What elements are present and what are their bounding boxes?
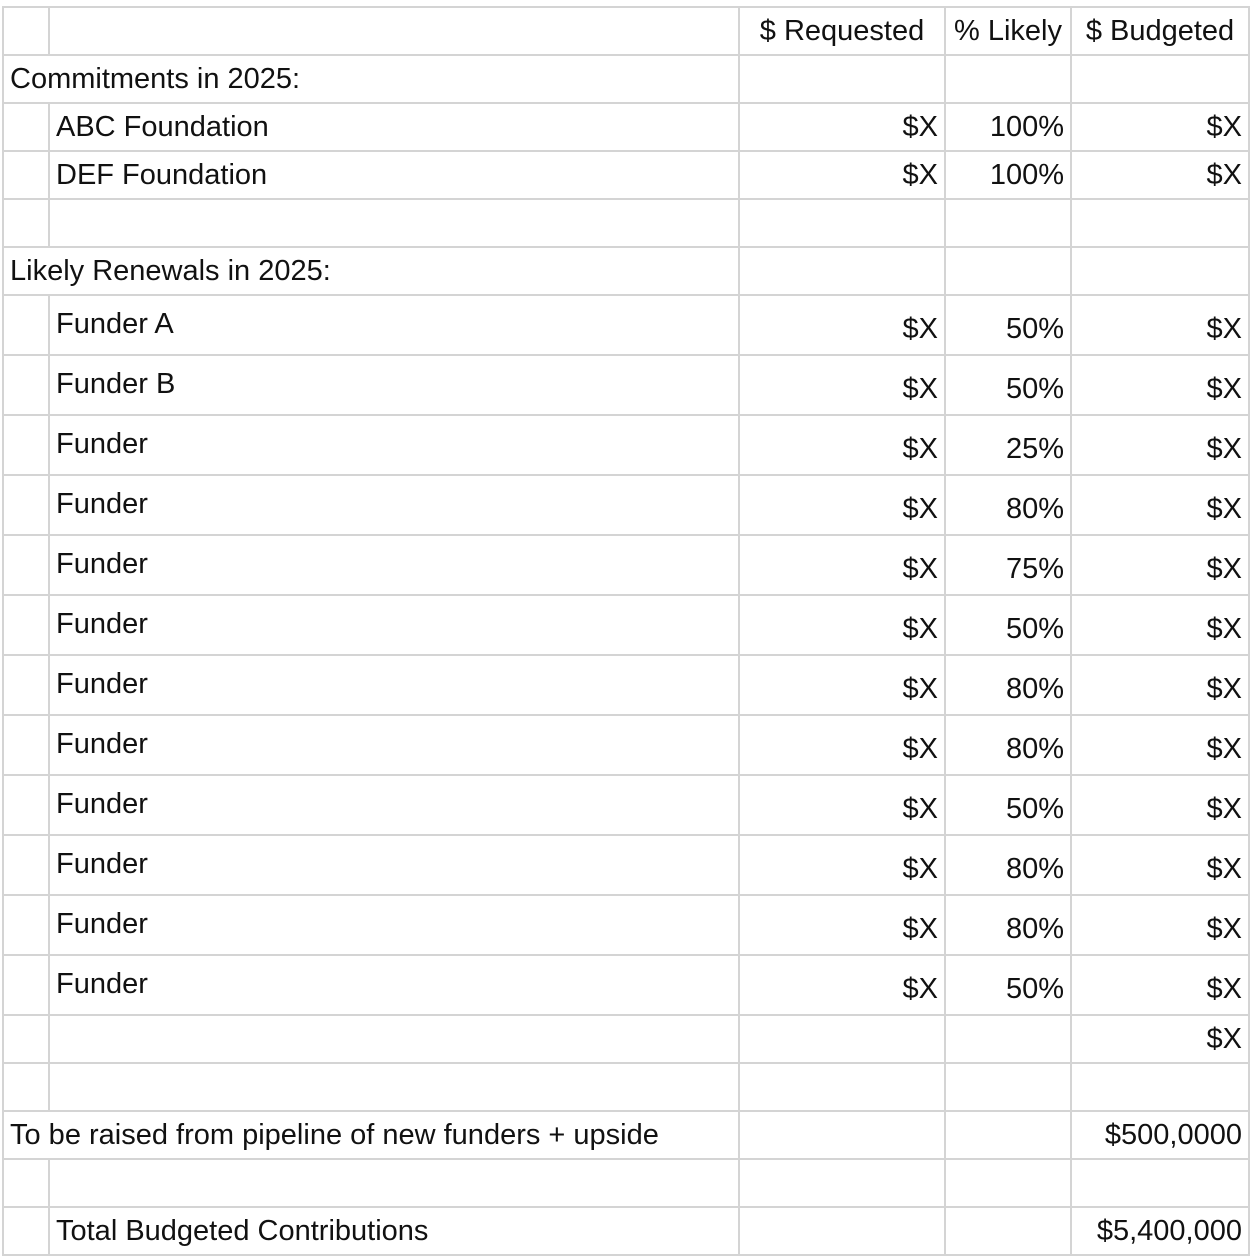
funder-name[interactable]: Funder xyxy=(49,955,739,1015)
requested-value[interactable]: $X xyxy=(739,475,945,535)
requested-value[interactable]: $X xyxy=(739,835,945,895)
funder-name[interactable]: Funder xyxy=(49,775,739,835)
cell[interactable] xyxy=(3,1063,49,1111)
cell[interactable] xyxy=(3,295,49,355)
budget-spreadsheet xyxy=(2,6,1250,1256)
cell[interactable] xyxy=(1071,1063,1249,1111)
budgeted-value[interactable]: $X xyxy=(1071,103,1249,151)
blank-row xyxy=(3,1063,1249,1111)
funder-name[interactable]: ABC Foundation xyxy=(49,103,739,151)
budgeted-value[interactable]: $X xyxy=(1071,415,1249,475)
section-row-commitments xyxy=(3,55,1249,103)
funder-name[interactable]: Funder xyxy=(49,475,739,535)
cell[interactable] xyxy=(3,151,49,199)
cell[interactable] xyxy=(49,1063,739,1111)
cell[interactable] xyxy=(945,1111,1071,1159)
likely-percent[interactable]: 50% xyxy=(945,595,1071,655)
requested-value[interactable]: $X xyxy=(739,355,945,415)
likely-percent[interactable]: 75% xyxy=(945,535,1071,595)
cell[interactable] xyxy=(3,415,49,475)
commitments-row xyxy=(3,103,1249,151)
renewals-row xyxy=(3,955,1249,1015)
funder-name[interactable]: Funder xyxy=(49,835,739,895)
renewals-subtotal-value[interactable]: $X xyxy=(1071,1015,1249,1063)
total-row xyxy=(3,1207,1249,1255)
requested-value[interactable]: $X xyxy=(739,535,945,595)
funder-name[interactable]: Funder B xyxy=(49,355,739,415)
cell[interactable] xyxy=(3,715,49,775)
column-header-likely[interactable]: % Likely xyxy=(945,7,1071,55)
requested-value[interactable]: $X xyxy=(739,775,945,835)
cell[interactable] xyxy=(739,247,945,295)
likely-percent[interactable]: 50% xyxy=(945,955,1071,1015)
cell[interactable] xyxy=(739,1159,945,1207)
renewals-row xyxy=(3,355,1249,415)
cell[interactable] xyxy=(49,199,739,247)
cell[interactable] xyxy=(739,55,945,103)
cell[interactable] xyxy=(3,355,49,415)
renewals-row xyxy=(3,595,1249,655)
cell[interactable] xyxy=(3,595,49,655)
cell[interactable] xyxy=(49,7,739,55)
cell[interactable] xyxy=(945,1063,1071,1111)
budgeted-value[interactable]: $X xyxy=(1071,955,1249,1015)
commitments-row xyxy=(3,151,1249,199)
renewals-row xyxy=(3,655,1249,715)
budgeted-value[interactable]: $X xyxy=(1071,835,1249,895)
likely-percent[interactable]: 80% xyxy=(945,835,1071,895)
renewals-row xyxy=(3,775,1249,835)
cell[interactable] xyxy=(739,1207,945,1255)
section-title-commitments[interactable]: Commitments in 2025: xyxy=(3,55,739,103)
budgeted-value[interactable]: $X xyxy=(1071,535,1249,595)
requested-value[interactable]: $X xyxy=(739,151,945,199)
cell[interactable] xyxy=(739,199,945,247)
budgeted-value[interactable]: $X xyxy=(1071,295,1249,355)
cell[interactable] xyxy=(945,55,1071,103)
cell[interactable] xyxy=(3,895,49,955)
renewals-row xyxy=(3,535,1249,595)
pipeline-row xyxy=(3,1111,1249,1159)
cell[interactable] xyxy=(739,1111,945,1159)
requested-value[interactable]: $X xyxy=(739,103,945,151)
budgeted-value[interactable]: $X xyxy=(1071,895,1249,955)
cell[interactable] xyxy=(739,1015,945,1063)
budgeted-value[interactable]: $X xyxy=(1071,475,1249,535)
funder-name[interactable]: Funder xyxy=(49,535,739,595)
cell[interactable] xyxy=(49,1159,739,1207)
pipeline-label[interactable]: To be raised from pipeline of new funders + upside xyxy=(3,1111,739,1159)
cell[interactable] xyxy=(3,199,49,247)
cell[interactable] xyxy=(1071,55,1249,103)
cell[interactable] xyxy=(3,103,49,151)
budgeted-value[interactable]: $X xyxy=(1071,151,1249,199)
likely-percent[interactable]: 80% xyxy=(945,655,1071,715)
renewals-row xyxy=(3,475,1249,535)
funder-name[interactable]: Funder xyxy=(49,415,739,475)
cell[interactable] xyxy=(945,247,1071,295)
cell[interactable] xyxy=(1071,247,1249,295)
column-header-requested[interactable]: $ Requested xyxy=(739,7,945,55)
cell[interactable] xyxy=(945,1015,1071,1063)
cell[interactable] xyxy=(3,535,49,595)
cell[interactable] xyxy=(3,955,49,1015)
budgeted-value[interactable]: $X xyxy=(1071,775,1249,835)
funder-name[interactable]: DEF Foundation xyxy=(49,151,739,199)
likely-percent[interactable]: 25% xyxy=(945,415,1071,475)
funder-name[interactable]: Funder xyxy=(49,895,739,955)
likely-percent[interactable]: 80% xyxy=(945,475,1071,535)
renewals-subtotal-row xyxy=(3,1015,1249,1063)
requested-value[interactable]: $X xyxy=(739,415,945,475)
funder-name[interactable]: Funder A xyxy=(49,295,739,355)
cell[interactable] xyxy=(945,1159,1071,1207)
cell[interactable] xyxy=(49,1015,739,1063)
cell[interactable] xyxy=(3,655,49,715)
total-budgeted[interactable]: $5,400,000 xyxy=(1071,1207,1249,1255)
likely-percent[interactable]: 100% xyxy=(945,103,1071,151)
funder-name[interactable]: Funder xyxy=(49,655,739,715)
requested-value[interactable]: $X xyxy=(739,295,945,355)
likely-percent[interactable]: 100% xyxy=(945,151,1071,199)
renewals-row xyxy=(3,715,1249,775)
budgeted-value[interactable]: $X xyxy=(1071,355,1249,415)
cell[interactable] xyxy=(3,475,49,535)
funder-name[interactable]: Funder xyxy=(49,715,739,775)
blank-row xyxy=(3,1159,1249,1207)
column-header-budgeted[interactable]: $ Budgeted xyxy=(1071,7,1249,55)
cell[interactable] xyxy=(3,775,49,835)
budgeted-value[interactable]: $X xyxy=(1071,655,1249,715)
cell[interactable] xyxy=(1071,199,1249,247)
renewals-row xyxy=(3,295,1249,355)
likely-percent[interactable]: 80% xyxy=(945,895,1071,955)
requested-value[interactable]: $X xyxy=(739,595,945,655)
section-row-renewals xyxy=(3,247,1249,295)
requested-value[interactable]: $X xyxy=(739,655,945,715)
cell[interactable] xyxy=(3,1015,49,1063)
renewals-row xyxy=(3,835,1249,895)
requested-value[interactable]: $X xyxy=(739,895,945,955)
renewals-row xyxy=(3,415,1249,475)
renewals-row xyxy=(3,895,1249,955)
cell[interactable] xyxy=(945,199,1071,247)
budgeted-value[interactable]: $X xyxy=(1071,715,1249,775)
likely-percent[interactable]: 50% xyxy=(945,295,1071,355)
blank-row xyxy=(3,199,1249,247)
cell[interactable] xyxy=(3,1207,49,1255)
cell[interactable] xyxy=(3,835,49,895)
cell[interactable] xyxy=(739,1063,945,1111)
likely-percent[interactable]: 50% xyxy=(945,775,1071,835)
likely-percent[interactable]: 80% xyxy=(945,715,1071,775)
cell[interactable] xyxy=(1071,1159,1249,1207)
total-label[interactable]: Total Budgeted Contributions xyxy=(49,1207,739,1255)
cell[interactable] xyxy=(3,1159,49,1207)
funder-name[interactable]: Funder xyxy=(49,595,739,655)
requested-value[interactable]: $X xyxy=(739,715,945,775)
header-row xyxy=(3,7,1249,55)
budgeted-value[interactable]: $X xyxy=(1071,595,1249,655)
section-title-renewals[interactable]: Likely Renewals in 2025: xyxy=(3,247,739,295)
cell[interactable] xyxy=(3,7,49,55)
cell[interactable] xyxy=(945,1207,1071,1255)
likely-percent[interactable]: 50% xyxy=(945,355,1071,415)
pipeline-budgeted[interactable]: $500,0000 xyxy=(1071,1111,1249,1159)
requested-value[interactable]: $X xyxy=(739,955,945,1015)
